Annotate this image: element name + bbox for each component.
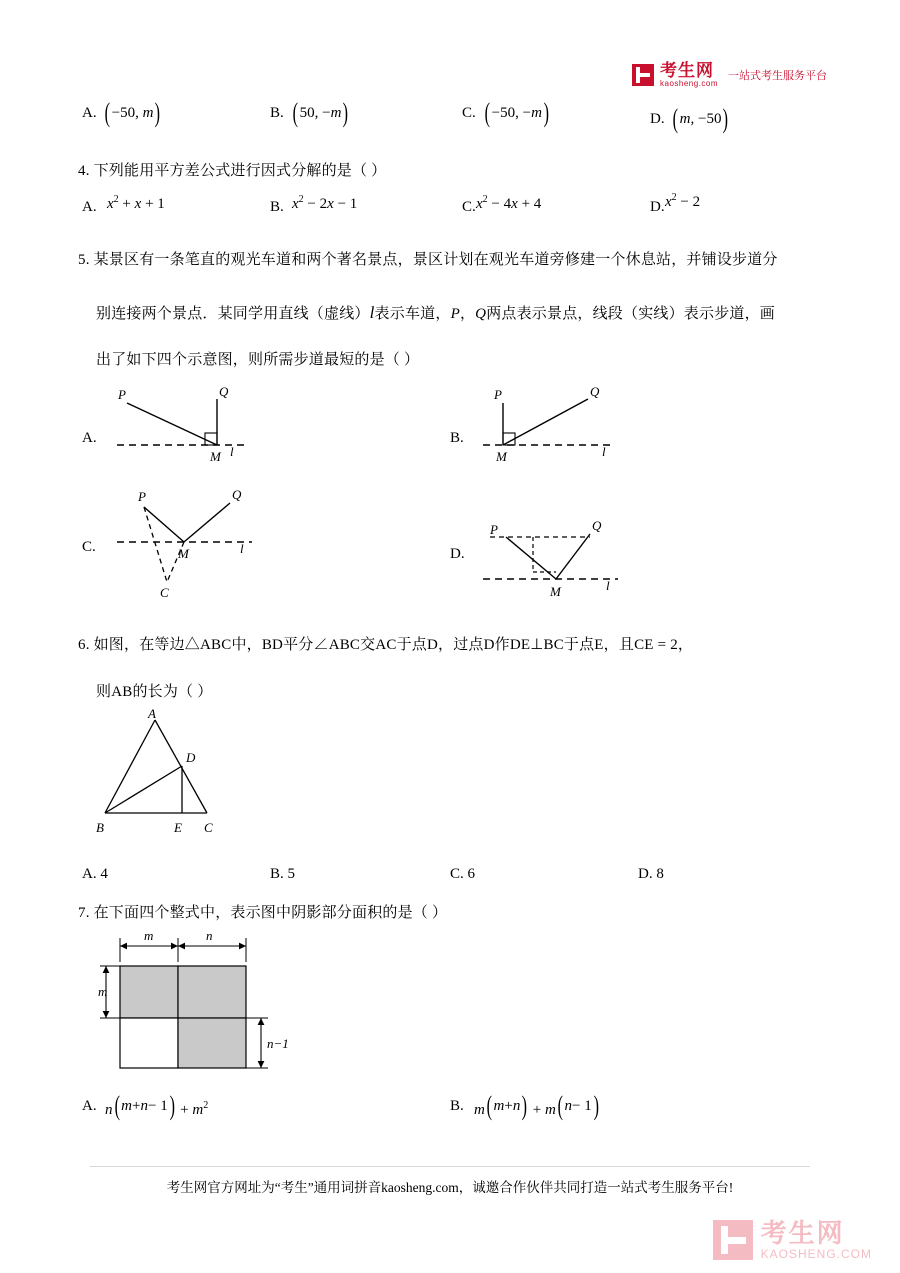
logo-text — [660, 62, 718, 88]
svg-text:Q: Q — [590, 384, 600, 399]
q4-option-c-value: $x^2 - 4x + 4$ — [476, 194, 542, 212]
q5-number: 5. — [78, 252, 90, 268]
q4-option-a-value: $x^2 + x + 1$ — [107, 194, 165, 212]
svg-text:E: E — [174, 820, 182, 835]
q5-option-d-label: D. — [450, 546, 465, 562]
q3-option-c-value: ( −50, − m ) — [484, 97, 549, 128]
q7-figure — [98, 928, 313, 1078]
q5-line-2-comma: ， — [459, 306, 476, 322]
q6-option-d — [638, 866, 664, 883]
q4-option-b-value: $x^2 - 2x - 1$ — [292, 194, 358, 212]
q6-option-b-value: 5 — [287, 866, 296, 882]
svg-text:m: m — [98, 984, 108, 999]
q5-option-a-label: A. — [82, 430, 97, 446]
q5-line-3: 出了如下四个示意图，则所需步道最短的是（ ） — [96, 352, 420, 368]
q4-option-d-value: $x^2 - 2$ — [665, 192, 701, 210]
q4-option-c-label: C. — [462, 199, 476, 215]
q4-option-d-label: D. — [650, 199, 665, 215]
q7-option-b-value: m ( m + n ) + m ( n − 1 ) — [474, 1090, 599, 1121]
watermark-text — [761, 1219, 872, 1261]
q5-line-1-text: 某景区有一条笔直的观光车道和两个著名景点，景区计划在观光车道旁修建一个休息站，并铺设步道分 — [93, 252, 778, 268]
logo-title-cn: 考生网 — [660, 61, 714, 80]
q6-option-b — [270, 866, 295, 883]
q6-option-a-label: A. — [82, 866, 97, 882]
q5-figure-d — [478, 512, 628, 607]
svg-text:l: l — [230, 444, 234, 459]
q6-option-c-label: C. — [450, 866, 464, 882]
q7-option-b-label: B. — [450, 1098, 464, 1114]
q3-option-a-value: ( −50, m ) — [104, 97, 161, 128]
svg-text:l: l — [240, 541, 244, 556]
svg-text:Q: Q — [219, 384, 229, 399]
svg-text:P: P — [118, 387, 126, 402]
q6-number: 6. — [78, 637, 90, 653]
svg-text:Q: Q — [592, 518, 602, 533]
watermark-title-cn: 考生网 — [760, 1218, 845, 1249]
q5-line-2a: 别连接两个景点．某同学用直线（虚线） — [96, 306, 370, 322]
q6-option-c — [450, 866, 475, 883]
q5-figure-c — [112, 487, 262, 602]
q3-option-c-label: C. — [462, 105, 476, 121]
page-watermark — [713, 1219, 872, 1261]
q5-figure-b — [478, 385, 618, 475]
q4-number: 4. — [78, 163, 90, 179]
q5-symbol-p: P — [450, 306, 460, 322]
q3-option-d-value: ( m , −50 ) — [672, 103, 729, 134]
q3-option-b-value: ( 50, − m ) — [292, 97, 349, 128]
svg-text:C: C — [160, 585, 169, 600]
q6-line-1-text: 如图，在等边△ABC中，BD平分∠ABC交AC于点D，过点D作DE⊥BC于点E，且CE = 2， — [93, 637, 694, 653]
q5-symbol-l: l — [369, 303, 375, 322]
q5-option-c-label: C. — [82, 539, 96, 555]
q6-line-2: 则AB的长为（ ） — [96, 684, 213, 700]
q7-option-a-value: n ( m + n − 1 ) + $m^2$ — [105, 1090, 209, 1121]
q7-number: 7. — [78, 905, 90, 921]
q3-option-d-label: D. — [650, 111, 665, 127]
watermark-title-en: KAOSHENG.COM — [760, 1246, 872, 1261]
q4-option-a-label: A. — [82, 199, 97, 215]
site-logo — [632, 62, 827, 88]
q4-stem — [78, 156, 386, 186]
q6-figure — [90, 708, 260, 848]
q6-option-a — [82, 866, 108, 883]
svg-text:l: l — [606, 578, 610, 593]
svg-text:C: C — [204, 820, 213, 835]
q6-option-d-label: D. — [638, 866, 653, 882]
q4-option-b-label: B. — [270, 199, 284, 215]
svg-text:P: P — [490, 522, 498, 537]
svg-text:l: l — [602, 444, 606, 459]
q5-line-2b: 表示车道， — [374, 306, 451, 322]
q4-stem-text: 下列能用平方差公式进行因式分解的是（ ） — [93, 163, 387, 179]
q5-symbol-q: Q — [475, 306, 487, 322]
q5-line-1 — [78, 245, 838, 275]
q5-line-2c: 两点表示景点，线段（实线）表示步道，画 — [486, 306, 775, 322]
svg-text:n−1: n−1 — [267, 1036, 289, 1051]
logo-mark-icon — [632, 64, 654, 86]
svg-text:P: P — [138, 489, 146, 504]
q3-option-a-label: A. — [82, 105, 97, 121]
q6-line-1 — [78, 630, 868, 660]
svg-text:M: M — [178, 546, 189, 561]
footer-divider — [90, 1166, 810, 1167]
watermark-mark-icon — [713, 1220, 753, 1260]
page-footer: 考生网官方网址为“考生”通用词拼音kaosheng.com，诚邀合作伙伴共同打造一站式考生服务平台! — [166, 1180, 734, 1195]
svg-text:B: B — [96, 820, 104, 835]
svg-text:P: P — [494, 387, 502, 402]
logo-slogan: 一站式考生服务平台 — [728, 70, 828, 83]
svg-text:D: D — [186, 750, 196, 765]
q6-option-c-value: 6 — [467, 866, 476, 882]
q7-stem-text: 在下面四个整式中，表示图中阴影部分面积的是（ ） — [93, 905, 448, 921]
q7-option-a-label: A. — [82, 1098, 97, 1114]
q6-option-a-value: 4 — [100, 866, 108, 882]
q5-line-2 — [96, 298, 856, 329]
q5-figure-a — [112, 385, 252, 475]
q7-stem — [78, 898, 447, 928]
svg-text:A: A — [148, 706, 156, 721]
svg-text:Q: Q — [232, 487, 242, 502]
svg-text:m: m — [144, 928, 154, 943]
q3-option-b-label: B. — [270, 105, 284, 121]
svg-text:n: n — [206, 928, 213, 943]
svg-text:M: M — [496, 449, 507, 464]
q5-option-b-label: B. — [450, 430, 464, 446]
svg-text:M: M — [210, 449, 221, 464]
logo-title-en: kaosheng.com — [660, 78, 719, 88]
q6-option-d-value: 8 — [656, 866, 664, 882]
svg-text:M: M — [550, 584, 561, 599]
q6-option-b-label: B. — [270, 866, 284, 882]
